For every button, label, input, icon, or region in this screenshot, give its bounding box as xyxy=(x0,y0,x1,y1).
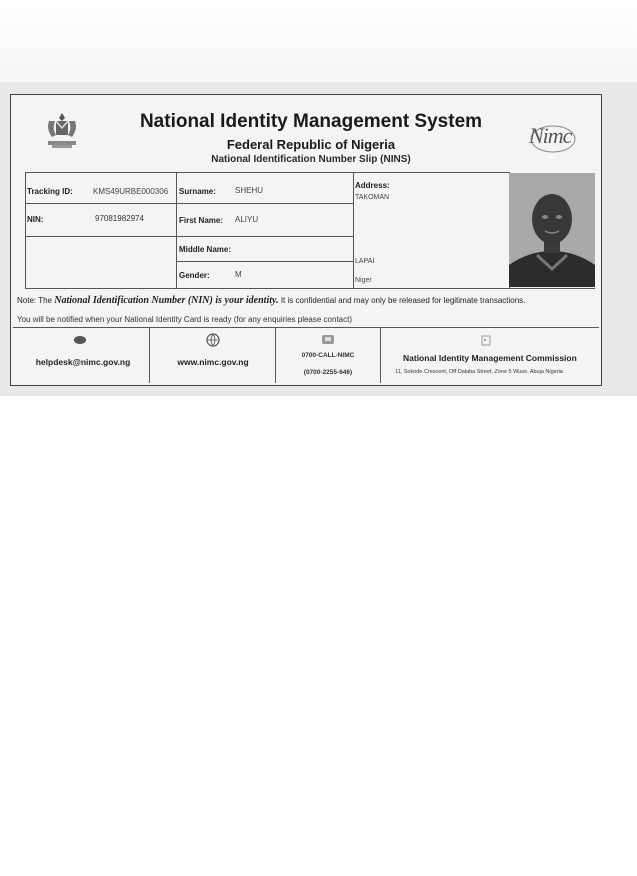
first-name-value: ALIYU xyxy=(235,215,259,224)
address-line-1: TAKOMAN xyxy=(355,194,390,201)
first-name-label: First Name: xyxy=(179,216,224,225)
gender-label: Gender: xyxy=(179,271,210,280)
middle-name-label: Middle Name: xyxy=(179,245,232,254)
footer-divider-2 xyxy=(275,327,276,383)
table-row-divider-2 xyxy=(25,236,353,237)
note-line-2: You will be notified when your National Identity Card is ready (for any enquiries please contact) xyxy=(17,315,352,324)
slip-title: National Identification Number Slip (NINS) xyxy=(211,154,411,165)
header-subtitle: Federal Republic of Nigeria xyxy=(226,137,396,152)
table-left-border xyxy=(25,172,26,288)
phone-icon xyxy=(321,333,335,345)
office-icon xyxy=(481,334,491,346)
address-line-2: LAPAI xyxy=(355,258,375,265)
table-top-border xyxy=(25,172,510,173)
footer-commission: National Identity Management Commission xyxy=(403,353,577,363)
table-col-divider-2 xyxy=(353,172,354,288)
address-line-3: Niger xyxy=(355,277,372,284)
tracking-id-value: KMS49URBE000306 xyxy=(93,187,169,196)
table-bottom-border xyxy=(25,288,595,289)
table-row-divider-1 xyxy=(25,203,353,204)
globe-icon xyxy=(206,333,220,347)
footer-website[interactable]: www.nimc.gov.ng xyxy=(177,357,249,367)
address-label: Address: xyxy=(355,181,390,190)
surname-value: SHEHU xyxy=(235,186,264,195)
id-photo xyxy=(509,173,595,287)
table-col-divider-1 xyxy=(176,172,177,288)
surname-label: Surname: xyxy=(179,187,216,196)
note-emphasis: National Identification Number (NIN) is your identity. xyxy=(54,295,279,306)
scan-background-top xyxy=(0,0,637,82)
footer-top-border xyxy=(13,327,599,328)
footer-email[interactable]: helpdesk@nimc.gov.ng xyxy=(35,357,131,367)
footer-divider-1 xyxy=(149,327,150,383)
footer-address: 11, Sokode Crescent, Off Dalaba Street, Zone 5 Wuse, Abuja Nigeria xyxy=(395,369,563,375)
nimc-logo-text: Nimc xyxy=(529,123,572,148)
gender-value: M xyxy=(235,270,242,279)
note-prefix: Note: The xyxy=(17,296,52,305)
note-line-1 xyxy=(17,295,525,306)
email-icon xyxy=(73,335,87,345)
footer-phone-1: 0700-CALL-NIMC xyxy=(301,352,355,359)
nin-value: 97081982974 xyxy=(95,214,144,223)
nin-label: NIN: xyxy=(27,215,44,224)
footer-divider-3 xyxy=(380,327,381,383)
nimc-logo xyxy=(523,119,579,157)
coat-of-arms-icon xyxy=(43,109,81,151)
footer-phone-2: (0700-2255-646) xyxy=(303,369,353,376)
note-suffix: It is confidential and may only be released for legitimate transactions. xyxy=(280,296,526,305)
header-title: National Identity Management System xyxy=(139,111,483,132)
nin-slip xyxy=(10,94,602,386)
tracking-id-label: Tracking ID: xyxy=(27,187,73,196)
table-row-divider-3 xyxy=(176,261,353,262)
